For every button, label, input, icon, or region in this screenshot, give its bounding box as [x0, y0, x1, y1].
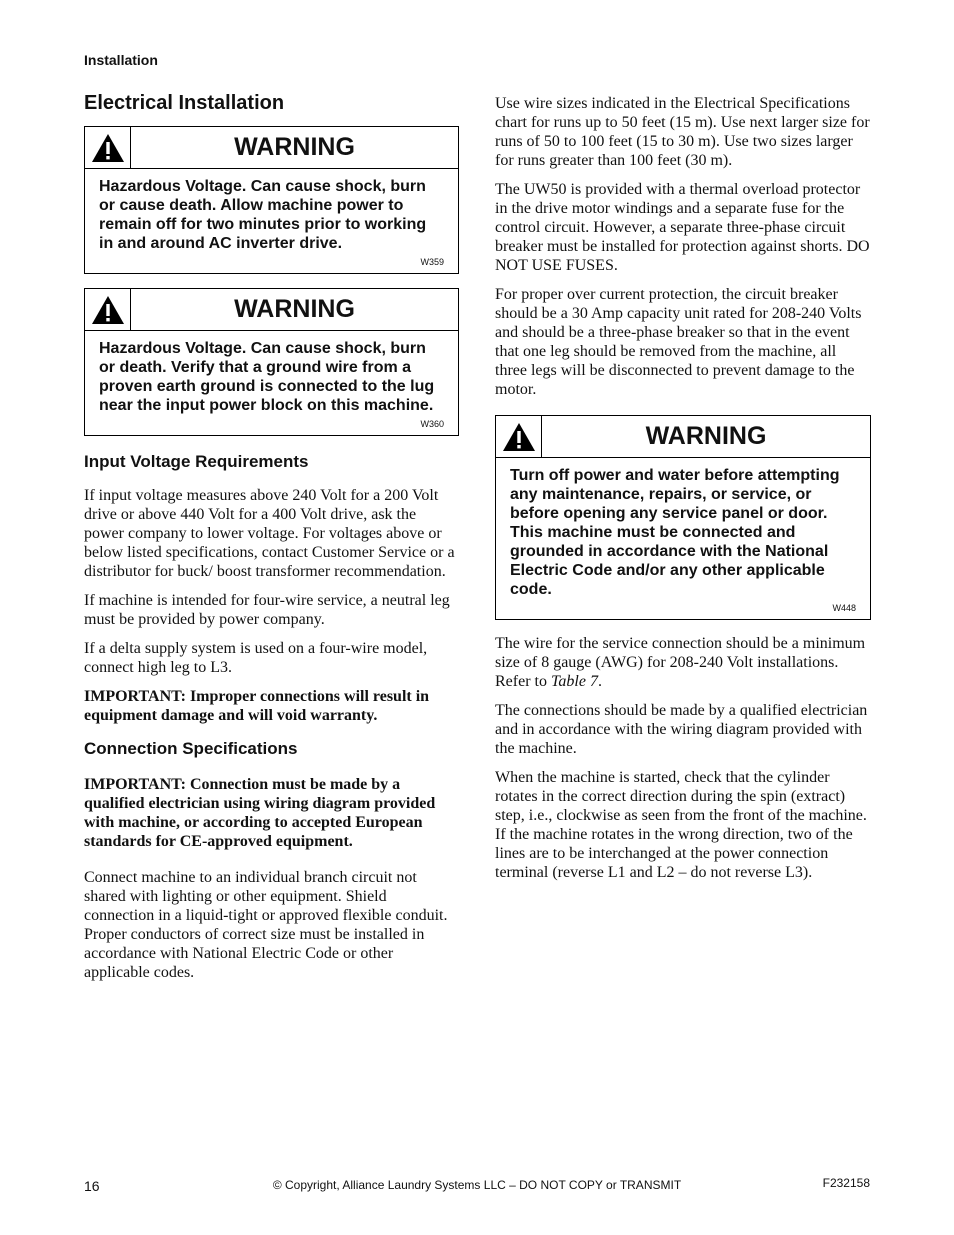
warning-triangle-icon: [496, 416, 542, 457]
warning-header: [85, 127, 458, 169]
page-title: Electrical Installation: [84, 92, 285, 114]
warning-box-w359: [84, 126, 459, 274]
warning-title: WARNING: [234, 133, 355, 161]
four-wire-paragraph: If machine is intended for four-wire service, a neutral leg must be provided by power company.: [84, 592, 450, 628]
warning-code: W359: [420, 257, 444, 267]
page-number: 16: [84, 1178, 100, 1194]
warning-triangle-icon: [85, 127, 131, 168]
branch-circuit-paragraph: Connect machine to an individual branch circuit not shared with lighting or other equipment. Shield connection in a liquid-tight or approved flexible conduit. Proper conductors of correct size must be installed in accordance with National Electric Code or other applicable codes.: [84, 869, 448, 981]
rotation-check-paragraph: When the machine is started, check that the cylinder rotates in the correct direction during the spin (extract) step, i.e., clockwise as seen from the front of the machine. If the machine rotates in the wrong direction, two of the lines are to be interchanged at the power connection terminal (reverse L1 and L2 – do not reverse L3).: [495, 769, 867, 881]
warning-body: [85, 331, 458, 435]
copyright-notice: © Copyright, Alliance Laundry Systems LLC – DO NOT COPY or TRANSMIT: [272, 1178, 682, 1192]
delta-supply-paragraph: If a delta supply system is used on a four-wire model, connect high leg to L3.: [84, 640, 428, 676]
qualified-electrician-paragraph: The connections should be made by a qualified electrician and in accordance with the wiring diagram provided with the machine.: [495, 702, 868, 757]
input-voltage-heading: Input Voltage Requirements: [84, 452, 309, 471]
warning-code: W448: [832, 603, 856, 613]
warning-code: W360: [420, 419, 444, 429]
important-note: IMPORTANT: Improper connections will result in equipment damage and will void warranty.: [84, 688, 430, 724]
warning-box-w360: [84, 288, 459, 436]
warning-header: [496, 416, 870, 458]
warning-text: Hazardous Voltage. Can cause shock, burn or cause death. Allow machine power to remain off for two minutes prior to working in and around AC inverter drive.: [99, 178, 427, 252]
warning-text: Turn off power and water before attempting any maintenance, repairs, or service, or before opening any service panel or door. This machine must be connected and grounded in accordance with the National Electric Code and/or any other applicable code.: [510, 467, 840, 598]
connection-important-note: IMPORTANT: Connection must be made by a qualified electrician using wiring diagram provided with machine, or according to accepted European standards for CE-approved equipment.: [84, 776, 436, 850]
warning-header: [85, 289, 458, 331]
service-wire-paragraph: [495, 634, 871, 691]
service-wire-end: .: [597, 673, 602, 690]
section-label: Installation: [84, 52, 158, 68]
warning-triangle-icon: [85, 289, 131, 330]
service-wire-text: The wire for the service connection should be a minimum size of 8 gauge (AWG) for 208-240 Volt installations. Refer to: [495, 635, 866, 690]
document-code: F232158: [822, 1176, 870, 1190]
warning-text: Hazardous Voltage. Can cause shock, burn or death. Verify that a ground wire from a proven earth ground is connected to the lug near the input power block on this machine.: [99, 340, 435, 414]
warning-body: [496, 458, 870, 619]
table-reference-link[interactable]: Table 7: [550, 673, 598, 690]
thermal-overload-paragraph: The UW50 is provided with a thermal overload protector in the drive motor windings and a separate fuse for the control circuit. However, a separate three-phase circuit breaker must be installed for protection against shorts. DO NOT USE FUSES.: [495, 181, 870, 274]
wire-size-paragraph: Use wire sizes indicated in the Electrical Specifications chart for runs up to 50 feet (15 m). Use next larger size for runs of 50 to 100 feet (15 to 30 m). Use two sizes larger for runs greater than 100 feet (30 m).: [495, 95, 870, 169]
warning-body: [85, 169, 458, 273]
input-voltage-paragraph: If input voltage measures above 240 Volt for a 200 Volt drive or above 440 Volt for a 400 Volt drive, ask the power company to lower voltage. For voltages above or below listed specifications, contact Customer Service or a distributor for buck/ boost transformer recommendation.: [84, 487, 455, 580]
left-column: [84, 92, 459, 992]
connection-spec-heading: Connection Specifications: [84, 739, 298, 758]
warning-title: WARNING: [645, 422, 767, 450]
warning-title: WARNING: [234, 295, 355, 323]
warning-box-w448: [495, 415, 871, 620]
circuit-breaker-paragraph: For proper over current protection, the circuit breaker should be a 30 Amp capacity unit rated for 208-240 Volts and should be a three-phase breaker so that in the event that one leg should be removed from the machine, all three legs will be disconnected to prevent damage to the motor.: [495, 286, 862, 398]
right-column: [495, 94, 871, 892]
